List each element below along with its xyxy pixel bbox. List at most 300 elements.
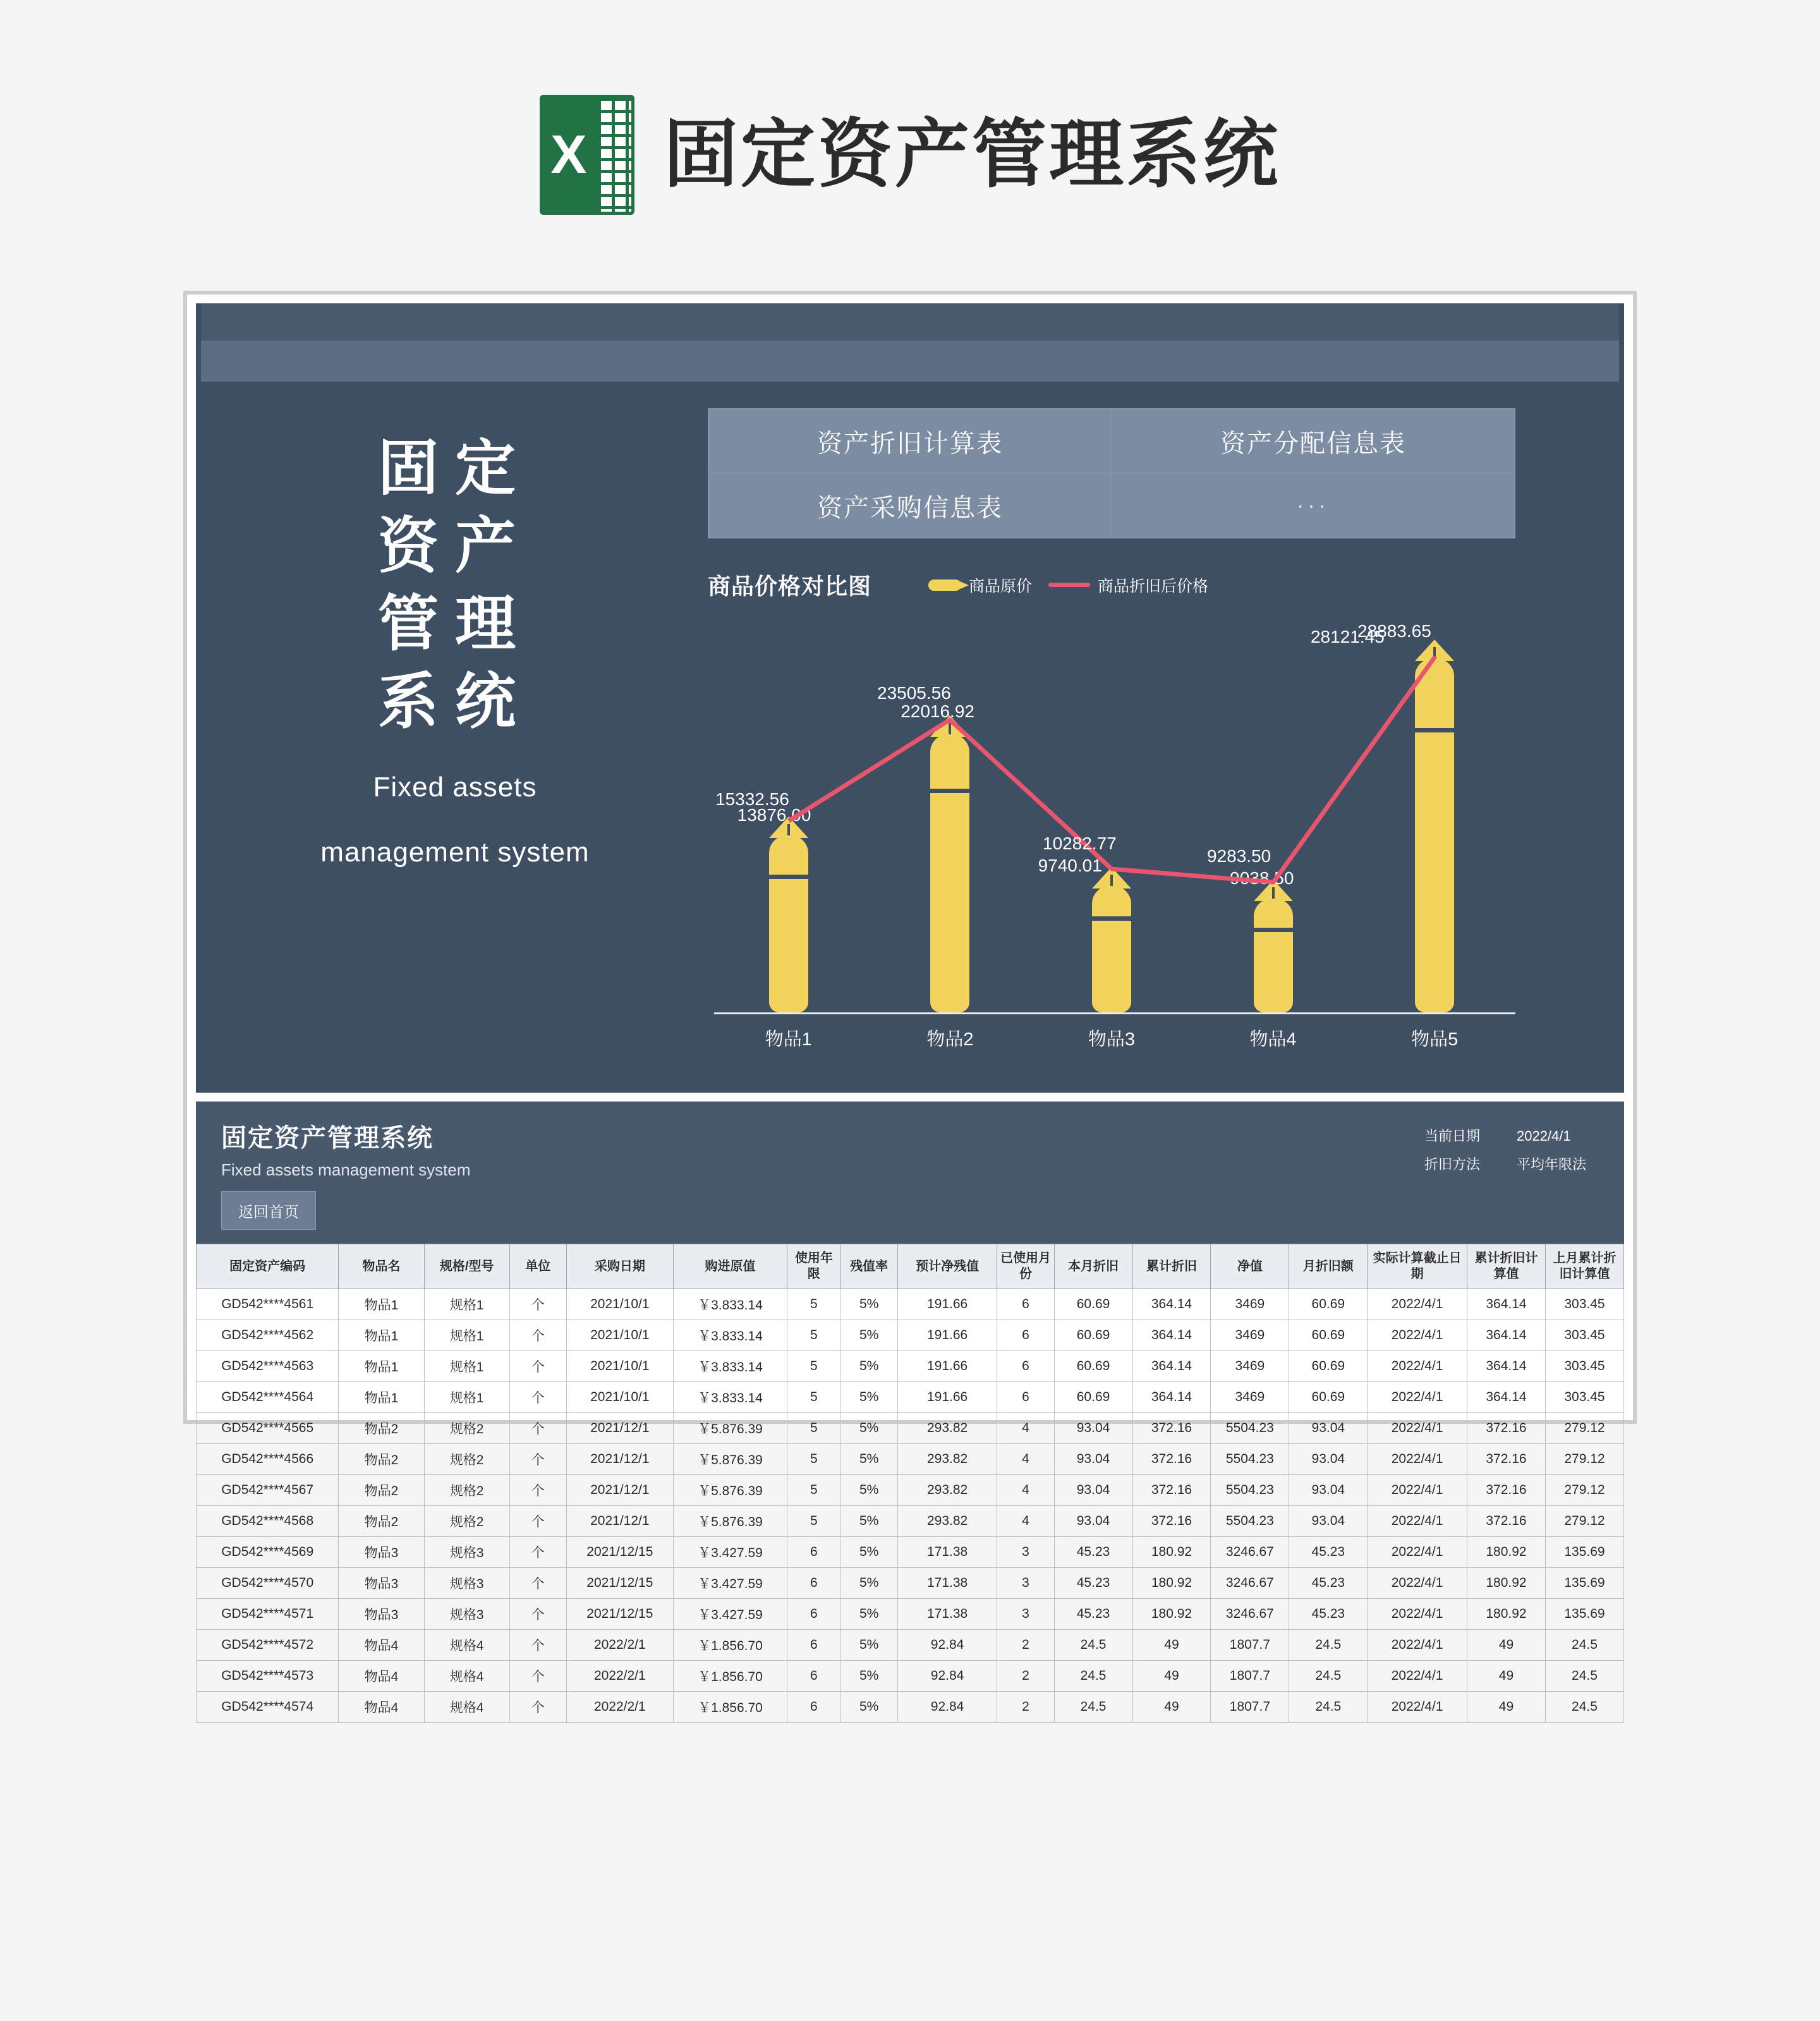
table-cell[interactable]: 303.45 — [1545, 1382, 1623, 1413]
table-cell[interactable]: ￥3.427.59 — [673, 1568, 787, 1599]
table-cell[interactable]: 4 — [997, 1475, 1054, 1506]
table-cell[interactable]: 279.12 — [1545, 1413, 1623, 1444]
table-cell[interactable]: 2021/10/1 — [566, 1289, 673, 1320]
table-cell[interactable]: 191.66 — [897, 1320, 997, 1351]
table-cell[interactable]: 180.92 — [1132, 1599, 1211, 1630]
table-cell[interactable]: 3469 — [1211, 1382, 1289, 1413]
table-cell[interactable]: GD542****4566 — [197, 1444, 339, 1475]
table-cell[interactable]: 279.12 — [1545, 1444, 1623, 1475]
table-cell[interactable]: 个 — [509, 1506, 566, 1537]
table-cell[interactable]: 24.5 — [1054, 1692, 1132, 1723]
table-cell[interactable]: 6 — [787, 1630, 841, 1661]
table-cell[interactable]: 372.16 — [1132, 1444, 1211, 1475]
table-cell[interactable]: 303.45 — [1545, 1320, 1623, 1351]
chart-title: 商品价格对比图 — [708, 573, 872, 599]
table-cell[interactable]: 372.16 — [1467, 1444, 1546, 1475]
table-cell[interactable]: 规格3 — [424, 1537, 509, 1568]
table-cell[interactable]: 2022/4/1 — [1368, 1382, 1467, 1413]
bar-value-label-5: 28121.45 — [1310, 627, 1385, 646]
data-sheet — [196, 1102, 1624, 1715]
table-cell[interactable]: 规格3 — [424, 1568, 509, 1599]
table-cell[interactable]: 5 — [787, 1320, 841, 1351]
table-cell[interactable]: 2021/12/1 — [566, 1506, 673, 1537]
table-cell[interactable]: 49 — [1467, 1692, 1546, 1723]
table-cell[interactable]: 个 — [509, 1289, 566, 1320]
table-cell[interactable]: 物品2 — [339, 1475, 424, 1506]
cover-title-block — [221, 408, 689, 1055]
table-cell[interactable]: 60.69 — [1289, 1351, 1368, 1382]
col-net-value: 净值 — [1211, 1244, 1289, 1289]
table-cell[interactable]: 规格2 — [424, 1413, 509, 1444]
table-cell[interactable]: 5% — [840, 1444, 897, 1475]
table-cell[interactable]: 49 — [1467, 1661, 1546, 1692]
table-cell[interactable]: 24.5 — [1289, 1692, 1368, 1723]
table-cell[interactable]: 364.14 — [1132, 1320, 1211, 1351]
table-cell[interactable]: 60.69 — [1289, 1289, 1368, 1320]
table-cell[interactable]: 2 — [997, 1630, 1054, 1661]
table-cell[interactable]: 个 — [509, 1537, 566, 1568]
nav-button-more[interactable]: ··· — [1112, 474, 1514, 537]
table-cell[interactable]: 5 — [787, 1413, 841, 1444]
table-row[interactable] — [197, 1599, 1624, 1630]
table-cell[interactable]: 6 — [787, 1568, 841, 1599]
excel-icon-grid — [598, 95, 634, 215]
table-cell[interactable]: 5% — [840, 1568, 897, 1599]
table-cell[interactable]: 6 — [997, 1320, 1054, 1351]
table-cell[interactable]: 5 — [787, 1382, 841, 1413]
bar-value-label-4: 9038.50 — [1230, 868, 1294, 888]
table-cell[interactable]: 2021/12/1 — [566, 1413, 673, 1444]
asset-table-wrap — [196, 1244, 1624, 1715]
table-cell[interactable]: 5504.23 — [1211, 1444, 1289, 1475]
table-cell[interactable]: 5% — [840, 1599, 897, 1630]
table-cell[interactable]: 2022/2/1 — [566, 1692, 673, 1723]
table-cell[interactable]: 物品2 — [339, 1413, 424, 1444]
table-cell[interactable]: 物品4 — [339, 1692, 424, 1723]
table-cell[interactable]: 物品2 — [339, 1444, 424, 1475]
table-cell[interactable]: 物品4 — [339, 1661, 424, 1692]
table-cell[interactable]: 364.14 — [1132, 1351, 1211, 1382]
table-cell[interactable]: 2022/4/1 — [1368, 1661, 1467, 1692]
col-original-value: 购进原值 — [673, 1244, 787, 1289]
table-cell[interactable]: 2 — [997, 1692, 1054, 1723]
meta-value-depreciation-method: 平均年限法 — [1516, 1156, 1586, 1173]
table-cell[interactable]: 372.16 — [1132, 1413, 1211, 1444]
table-cell[interactable]: 2 — [997, 1661, 1054, 1692]
table-cell[interactable]: 364.14 — [1132, 1382, 1211, 1413]
table-cell[interactable]: GD542****4574 — [197, 1692, 339, 1723]
table-cell[interactable]: 1807.7 — [1211, 1661, 1289, 1692]
table-row[interactable] — [197, 1568, 1624, 1599]
table-cell[interactable]: 24.5 — [1054, 1661, 1132, 1692]
nav-button-depreciation-table[interactable]: 资产折旧计算表 — [709, 410, 1111, 473]
table-cell[interactable]: 规格1 — [424, 1289, 509, 1320]
table-cell[interactable]: 60.69 — [1054, 1351, 1132, 1382]
table-cell[interactable]: 93.04 — [1289, 1506, 1368, 1537]
chart-legend — [928, 574, 1208, 597]
table-cell[interactable]: 303.45 — [1545, 1351, 1623, 1382]
table-cell[interactable]: 372.16 — [1467, 1506, 1546, 1537]
table-row[interactable] — [197, 1382, 1624, 1413]
table-cell[interactable]: 个 — [509, 1320, 566, 1351]
table-cell[interactable]: 93.04 — [1054, 1444, 1132, 1475]
table-cell[interactable]: GD542****4567 — [197, 1475, 339, 1506]
table-cell[interactable]: GD542****4572 — [197, 1630, 339, 1661]
table-cell[interactable]: 372.16 — [1132, 1506, 1211, 1537]
table-cell[interactable]: 4 — [997, 1506, 1054, 1537]
table-cell[interactable]: ￥5.876.39 — [673, 1413, 787, 1444]
table-cell[interactable]: 6 — [787, 1537, 841, 1568]
table-cell[interactable]: 4 — [997, 1413, 1054, 1444]
table-cell[interactable]: 6 — [787, 1661, 841, 1692]
table-cell[interactable]: 2022/4/1 — [1368, 1475, 1467, 1506]
pen-swatch-icon — [928, 580, 961, 591]
table-cell[interactable]: 293.82 — [897, 1475, 997, 1506]
table-cell[interactable]: 45.23 — [1054, 1568, 1132, 1599]
table-cell[interactable]: 物品3 — [339, 1537, 424, 1568]
table-cell[interactable]: 303.45 — [1545, 1289, 1623, 1320]
table-cell[interactable]: 6 — [997, 1382, 1054, 1413]
table-cell[interactable]: 规格3 — [424, 1599, 509, 1630]
chart-category-3: 物品3 — [1088, 1029, 1136, 1050]
table-cell[interactable]: 45.23 — [1289, 1599, 1368, 1630]
table-cell[interactable]: ￥5.876.39 — [673, 1475, 787, 1506]
table-cell[interactable]: 293.82 — [897, 1506, 997, 1537]
table-cell[interactable]: 135.69 — [1545, 1568, 1623, 1599]
table-cell[interactable]: 279.12 — [1545, 1506, 1623, 1537]
table-cell[interactable]: 5% — [840, 1320, 897, 1351]
table-cell[interactable]: 2022/4/1 — [1368, 1630, 1467, 1661]
table-cell[interactable]: 物品3 — [339, 1599, 424, 1630]
table-cell[interactable]: 49 — [1467, 1630, 1546, 1661]
table-cell[interactable]: 3246.67 — [1211, 1599, 1289, 1630]
table-cell[interactable]: 个 — [509, 1351, 566, 1382]
table-cell[interactable]: 2022/4/1 — [1368, 1444, 1467, 1475]
table-cell[interactable]: 24.5 — [1289, 1661, 1368, 1692]
table-cell[interactable]: 293.82 — [897, 1444, 997, 1475]
table-cell[interactable]: 92.84 — [897, 1661, 997, 1692]
table-cell[interactable]: 个 — [509, 1630, 566, 1661]
table-cell[interactable]: 5504.23 — [1211, 1475, 1289, 1506]
table-cell[interactable]: 2022/4/1 — [1368, 1413, 1467, 1444]
table-cell[interactable]: 92.84 — [897, 1692, 997, 1723]
table-cell[interactable]: ￥1.856.70 — [673, 1630, 787, 1661]
table-cell[interactable]: 5% — [840, 1692, 897, 1723]
table-cell[interactable]: 372.16 — [1132, 1475, 1211, 1506]
table-cell[interactable]: 5504.23 — [1211, 1413, 1289, 1444]
col-salvage-rate: 残值率 — [840, 1244, 897, 1289]
table-cell[interactable]: 5% — [840, 1537, 897, 1568]
table-cell[interactable]: 5% — [840, 1289, 897, 1320]
table-cell[interactable]: 1807.7 — [1211, 1692, 1289, 1723]
table-cell[interactable]: 5 — [787, 1444, 841, 1475]
back-to-home-button[interactable]: 返回首页 — [221, 1191, 316, 1230]
table-cell[interactable]: 2022/4/1 — [1368, 1320, 1467, 1351]
col-asset-code: 固定资产编码 — [197, 1244, 339, 1289]
table-row[interactable] — [197, 1692, 1624, 1723]
table-cell[interactable]: 物品2 — [339, 1506, 424, 1537]
table-cell[interactable]: 2021/12/1 — [566, 1475, 673, 1506]
table-cell[interactable]: 个 — [509, 1568, 566, 1599]
table-cell[interactable]: 个 — [509, 1413, 566, 1444]
table-cell[interactable]: 个 — [509, 1661, 566, 1692]
table-cell[interactable]: 1807.7 — [1211, 1630, 1289, 1661]
table-cell[interactable]: 个 — [509, 1599, 566, 1630]
table-cell[interactable]: 规格4 — [424, 1630, 509, 1661]
table-row[interactable] — [197, 1661, 1624, 1692]
table-cell[interactable]: 60.69 — [1289, 1382, 1368, 1413]
table-row[interactable] — [197, 1475, 1624, 1506]
table-row[interactable] — [197, 1289, 1624, 1320]
chart-category-1: 物品1 — [765, 1029, 812, 1050]
table-cell[interactable]: 3 — [997, 1537, 1054, 1568]
table-cell[interactable]: GD542****4563 — [197, 1351, 339, 1382]
table-cell[interactable]: GD542****4570 — [197, 1568, 339, 1599]
ribbon-strip-top — [201, 303, 1619, 343]
table-cell[interactable]: 45.23 — [1289, 1568, 1368, 1599]
table-cell[interactable]: 191.66 — [897, 1382, 997, 1413]
nav-button-allocation-table[interactable]: 资产分配信息表 — [1112, 410, 1514, 473]
table-cell[interactable]: GD542****4569 — [197, 1537, 339, 1568]
table-cell[interactable]: 92.84 — [897, 1630, 997, 1661]
table-cell[interactable]: 物品1 — [339, 1289, 424, 1320]
col-months-used: 已使用月份 — [997, 1244, 1054, 1289]
table-cell[interactable]: 279.12 — [1545, 1475, 1623, 1506]
table-cell[interactable]: ￥3.833.14 — [673, 1320, 787, 1351]
table-cell[interactable]: 364.14 — [1467, 1320, 1546, 1351]
table-cell[interactable]: 364.14 — [1132, 1289, 1211, 1320]
table-cell[interactable]: 49 — [1132, 1630, 1211, 1661]
table-cell[interactable]: 171.38 — [897, 1599, 997, 1630]
nav-button-purchase-table[interactable]: 资产采购信息表 — [709, 474, 1111, 537]
table-cell[interactable]: ￥3.833.14 — [673, 1382, 787, 1413]
table-cell[interactable]: 物品4 — [339, 1630, 424, 1661]
table-cell[interactable]: 45.23 — [1289, 1537, 1368, 1568]
table-cell[interactable]: 3469 — [1211, 1289, 1289, 1320]
table-cell[interactable]: 372.16 — [1467, 1413, 1546, 1444]
table-cell[interactable]: GD542****4565 — [197, 1413, 339, 1444]
table-cell[interactable]: 60.69 — [1054, 1289, 1132, 1320]
table-cell[interactable]: 93.04 — [1054, 1475, 1132, 1506]
col-accumulated-depreciation: 累计折旧 — [1132, 1244, 1211, 1289]
table-cell[interactable]: 60.69 — [1054, 1320, 1132, 1351]
table-cell[interactable]: 规格1 — [424, 1351, 509, 1382]
data-sheet-title-cn: 固定资产管理系统 — [221, 1124, 434, 1152]
table-cell[interactable]: 规格4 — [424, 1692, 509, 1723]
table-cell[interactable]: 5% — [840, 1475, 897, 1506]
table-cell[interactable]: 2021/12/1 — [566, 1444, 673, 1475]
table-cell[interactable]: 规格2 — [424, 1475, 509, 1506]
table-cell[interactable]: 93.04 — [1054, 1506, 1132, 1537]
table-cell[interactable]: 2021/10/1 — [566, 1351, 673, 1382]
cover-subtitle-line-1: Fixed assets — [373, 771, 537, 803]
table-cell[interactable]: 规格1 — [424, 1320, 509, 1351]
bar-value-label-3: 9740.01 — [1038, 856, 1102, 875]
table-cell[interactable]: 2021/10/1 — [566, 1382, 673, 1413]
cover-title-line-3: 管理 — [378, 590, 532, 658]
table-cell[interactable]: ￥1.856.70 — [673, 1692, 787, 1723]
table-cell[interactable]: 180.92 — [1132, 1568, 1211, 1599]
table-cell[interactable]: 135.69 — [1545, 1599, 1623, 1630]
table-cell[interactable]: 2022/4/1 — [1368, 1537, 1467, 1568]
table-cell[interactable]: ￥5.876.39 — [673, 1444, 787, 1475]
table-cell[interactable]: 364.14 — [1467, 1382, 1546, 1413]
table-row[interactable] — [197, 1444, 1624, 1475]
table-cell[interactable]: 3246.67 — [1211, 1537, 1289, 1568]
table-cell[interactable]: 个 — [509, 1475, 566, 1506]
table-cell[interactable]: 3 — [997, 1568, 1054, 1599]
table-cell[interactable]: 3246.67 — [1211, 1568, 1289, 1599]
table-row[interactable] — [197, 1413, 1624, 1444]
table-cell[interactable]: 5 — [787, 1289, 841, 1320]
table-cell[interactable]: 2022/4/1 — [1368, 1599, 1467, 1630]
table-cell[interactable]: 364.14 — [1467, 1289, 1546, 1320]
table-cell[interactable]: 49 — [1132, 1661, 1211, 1692]
cover-sheet — [196, 303, 1624, 1093]
table-cell[interactable]: 2022/4/1 — [1368, 1351, 1467, 1382]
table-cell[interactable]: 2021/12/15 — [566, 1537, 673, 1568]
excel-icon — [540, 95, 634, 215]
table-cell[interactable]: 5% — [840, 1382, 897, 1413]
table-cell[interactable]: 180.92 — [1467, 1568, 1546, 1599]
table-cell[interactable]: 4 — [997, 1444, 1054, 1475]
line-value-label-1: 15332.56 — [715, 789, 789, 809]
table-cell[interactable]: 180.92 — [1132, 1537, 1211, 1568]
table-cell[interactable]: 2022/2/1 — [566, 1630, 673, 1661]
table-cell[interactable]: GD542****4571 — [197, 1599, 339, 1630]
table-cell[interactable]: 物品1 — [339, 1351, 424, 1382]
table-cell[interactable]: 60.69 — [1289, 1320, 1368, 1351]
workbook-frame — [183, 291, 1637, 1715]
table-cell[interactable]: 191.66 — [897, 1351, 997, 1382]
table-row[interactable] — [197, 1320, 1624, 1351]
table-cell[interactable]: 93.04 — [1054, 1413, 1132, 1444]
table-cell[interactable]: ￥3.833.14 — [673, 1289, 787, 1320]
legend-item-original-price — [928, 574, 1032, 597]
chart-category-labels — [708, 1025, 1515, 1051]
table-cell[interactable]: 60.69 — [1054, 1382, 1132, 1413]
table-cell[interactable]: 5% — [840, 1351, 897, 1382]
data-sheet-header — [196, 1102, 1624, 1244]
legend-item-depreciated-price — [1048, 574, 1208, 597]
table-cell[interactable]: 293.82 — [897, 1413, 997, 1444]
table-cell[interactable]: GD542****4561 — [197, 1289, 339, 1320]
table-cell[interactable]: 5% — [840, 1413, 897, 1444]
table-cell[interactable]: 5504.23 — [1211, 1506, 1289, 1537]
table-cell[interactable]: 49 — [1132, 1692, 1211, 1723]
table-cell[interactable]: 6 — [787, 1599, 841, 1630]
table-cell[interactable]: 2022/4/1 — [1368, 1289, 1467, 1320]
table-cell[interactable]: 规格2 — [424, 1444, 509, 1475]
table-cell[interactable]: 171.38 — [897, 1568, 997, 1599]
table-cell[interactable]: 6 — [787, 1692, 841, 1723]
table-cell[interactable]: 3 — [997, 1599, 1054, 1630]
table-cell[interactable]: 规格2 — [424, 1506, 509, 1537]
table-cell[interactable]: 93.04 — [1289, 1475, 1368, 1506]
cover-subtitle-line-2: management system — [320, 837, 590, 868]
table-cell[interactable]: 3469 — [1211, 1351, 1289, 1382]
table-cell[interactable]: 5% — [840, 1506, 897, 1537]
table-cell[interactable]: 5 — [787, 1351, 841, 1382]
table-row[interactable] — [197, 1351, 1624, 1382]
table-cell[interactable]: 180.92 — [1467, 1537, 1546, 1568]
col-model: 规格/型号 — [424, 1244, 509, 1289]
table-cell[interactable]: GD542****4564 — [197, 1382, 339, 1413]
table-body — [197, 1289, 1624, 1723]
data-sheet-title-en: Fixed assets management system — [221, 1160, 471, 1179]
table-cell[interactable]: 24.5 — [1545, 1661, 1623, 1692]
line-value-label-2: 23505.56 — [877, 683, 951, 703]
table-cell[interactable]: 3469 — [1211, 1320, 1289, 1351]
chart-x-axis — [714, 1012, 1515, 1014]
table-cell[interactable]: 5 — [787, 1506, 841, 1537]
table-cell[interactable]: 2021/12/15 — [566, 1599, 673, 1630]
table-cell[interactable]: 171.38 — [897, 1537, 997, 1568]
table-cell[interactable]: 2022/4/1 — [1368, 1506, 1467, 1537]
table-cell[interactable]: 物品3 — [339, 1568, 424, 1599]
table-row[interactable] — [197, 1630, 1624, 1661]
table-cell[interactable]: ￥5.876.39 — [673, 1506, 787, 1537]
table-cell[interactable]: 规格4 — [424, 1661, 509, 1692]
table-cell[interactable]: ￥3.427.59 — [673, 1537, 787, 1568]
cover-nav-grid — [708, 408, 1515, 538]
col-actual-calc-end-date: 实际计算截止日期 — [1368, 1244, 1467, 1289]
table-cell[interactable]: 5% — [840, 1630, 897, 1661]
table-cell[interactable]: 物品1 — [339, 1382, 424, 1413]
table-cell[interactable]: 364.14 — [1467, 1351, 1546, 1382]
table-cell[interactable]: 个 — [509, 1692, 566, 1723]
table-row[interactable] — [197, 1506, 1624, 1537]
table-cell[interactable]: ￥3.427.59 — [673, 1599, 787, 1630]
table-cell[interactable]: 24.5 — [1545, 1692, 1623, 1723]
table-cell[interactable]: 2022/4/1 — [1368, 1568, 1467, 1599]
table-cell[interactable]: 2022/4/1 — [1368, 1692, 1467, 1723]
table-cell[interactable]: 45.23 — [1054, 1599, 1132, 1630]
table-cell[interactable]: GD542****4562 — [197, 1320, 339, 1351]
cover-title-line-1: 固定 — [378, 435, 532, 502]
table-cell[interactable]: 24.5 — [1054, 1630, 1132, 1661]
table-cell[interactable]: 93.04 — [1289, 1444, 1368, 1475]
table-cell[interactable]: GD542****4573 — [197, 1661, 339, 1692]
table-cell[interactable]: 135.69 — [1545, 1537, 1623, 1568]
table-cell[interactable]: ￥3.833.14 — [673, 1351, 787, 1382]
table-cell[interactable]: 180.92 — [1467, 1599, 1546, 1630]
table-cell[interactable]: 5 — [787, 1475, 841, 1506]
table-cell[interactable]: 45.23 — [1054, 1537, 1132, 1568]
table-cell[interactable]: 6 — [997, 1289, 1054, 1320]
table-cell[interactable]: 个 — [509, 1444, 566, 1475]
table-cell[interactable]: 24.5 — [1545, 1630, 1623, 1661]
table-cell[interactable]: 6 — [997, 1351, 1054, 1382]
table-cell[interactable]: 2021/10/1 — [566, 1320, 673, 1351]
table-cell[interactable]: GD542****4568 — [197, 1506, 339, 1537]
table-cell[interactable]: 372.16 — [1467, 1475, 1546, 1506]
meta-label-current-date: 当前日期 — [1424, 1128, 1480, 1144]
table-cell[interactable]: 个 — [509, 1382, 566, 1413]
table-cell[interactable]: 2021/12/15 — [566, 1568, 673, 1599]
line-swatch-icon — [1048, 583, 1090, 587]
table-cell[interactable]: 191.66 — [897, 1289, 997, 1320]
table-cell[interactable]: 93.04 — [1289, 1413, 1368, 1444]
table-cell[interactable]: 5% — [840, 1661, 897, 1692]
table-cell[interactable]: 2022/2/1 — [566, 1661, 673, 1692]
table-cell[interactable]: ￥1.856.70 — [673, 1661, 787, 1692]
table-cell[interactable]: 规格1 — [424, 1382, 509, 1413]
table-row[interactable] — [197, 1537, 1624, 1568]
table-cell[interactable]: 24.5 — [1289, 1630, 1368, 1661]
data-sheet-meta — [1424, 1122, 1586, 1179]
table-cell[interactable]: 物品1 — [339, 1320, 424, 1351]
